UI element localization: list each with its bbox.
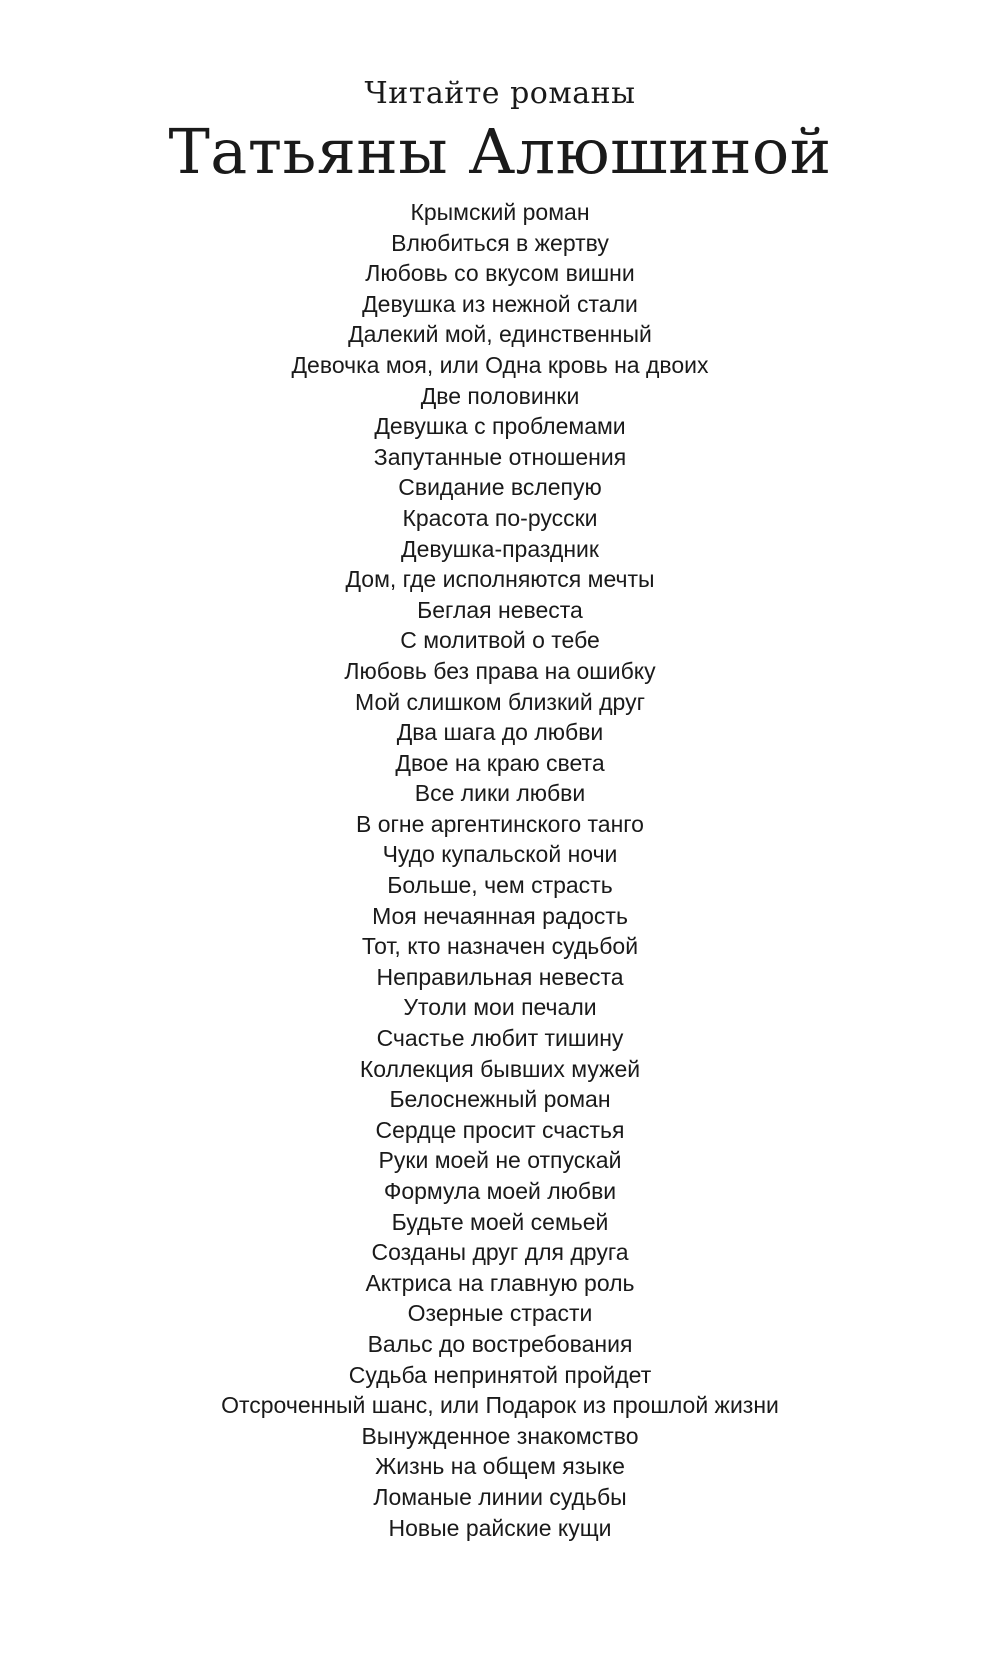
book-title: Судьба непринятой пройдет	[348, 1361, 652, 1388]
book-title: Девушка-праздник	[401, 535, 599, 562]
book-title: Неправильная невеста	[376, 963, 624, 990]
book-title: Любовь без права на ошибку	[344, 657, 656, 684]
book-title: Утоли мои печали	[403, 994, 597, 1021]
book-title: Руки моей не отпускай	[378, 1147, 622, 1174]
book-title: Созданы друг для друга	[371, 1239, 629, 1266]
book-title: Две половинки	[420, 382, 580, 409]
book-title: Влюбиться в жертву	[391, 229, 609, 256]
book-title: С молитвой о тебе	[400, 627, 600, 654]
book-title: Коллекция бывших мужей	[359, 1055, 641, 1082]
book-title: Счастье любит тишину	[376, 1025, 624, 1052]
book-title: Запутанные отношения	[373, 443, 627, 470]
book-title: Дом, где исполняются мечты	[345, 566, 655, 593]
book-title: Девушка из нежной стали	[362, 290, 638, 317]
book-titles-list	[0, 197, 1000, 1543]
book-title: Озерные страсти	[407, 1300, 593, 1327]
book-title: Девушка с проблемами	[374, 413, 626, 440]
book-title: Вынужденное знакомство	[361, 1422, 639, 1449]
book-title: Больше, чем страсть	[387, 872, 613, 899]
book-title: Сердце просит счастья	[375, 1116, 625, 1143]
book-title: Жизнь на общем языке	[375, 1453, 625, 1480]
book-title: Крымский роман	[410, 199, 590, 225]
book-title: Тот, кто назначен судьбой	[361, 933, 639, 960]
book-title: Актриса на главную роль	[365, 1269, 635, 1296]
book-title: Свидание вслепую	[398, 474, 602, 501]
book-title: Беглая невеста	[417, 596, 583, 623]
book-title: Чудо купальской ночи	[382, 841, 618, 868]
book-title: Формула моей любви	[383, 1178, 617, 1204]
book-title: Два шага до любви	[396, 719, 604, 746]
book-title: Будьте моей семьей	[391, 1208, 609, 1235]
book-title: Отсроченный шанс, или Подарок из прошлой жизни	[221, 1392, 779, 1419]
book-title: Вальс до востребования	[367, 1330, 633, 1357]
book-title: Ломаные линии судьбы	[373, 1483, 627, 1510]
book-title: Моя нечаянная радость	[372, 902, 628, 929]
book-title: Красота по-русски	[402, 504, 598, 531]
book-title: Далекий мой, единственный	[348, 321, 652, 348]
book-title: Мой слишком близкий друг	[355, 688, 645, 715]
book-title: Девочка моя, или Одна кровь на двоих	[291, 351, 709, 378]
book-title: Новые райские кущи	[388, 1514, 612, 1541]
author-name: Татьяны Алюшиной	[168, 115, 832, 188]
book-title: Белоснежный роман	[389, 1086, 611, 1113]
book-title: Двое на краю света	[395, 749, 605, 776]
book-title: Любовь со вкусом вишни	[365, 260, 635, 287]
book-title: Все лики любви	[414, 780, 586, 807]
page-subtitle: Читайте романы	[364, 76, 636, 111]
book-title: В огне аргентинского танго	[356, 810, 644, 837]
